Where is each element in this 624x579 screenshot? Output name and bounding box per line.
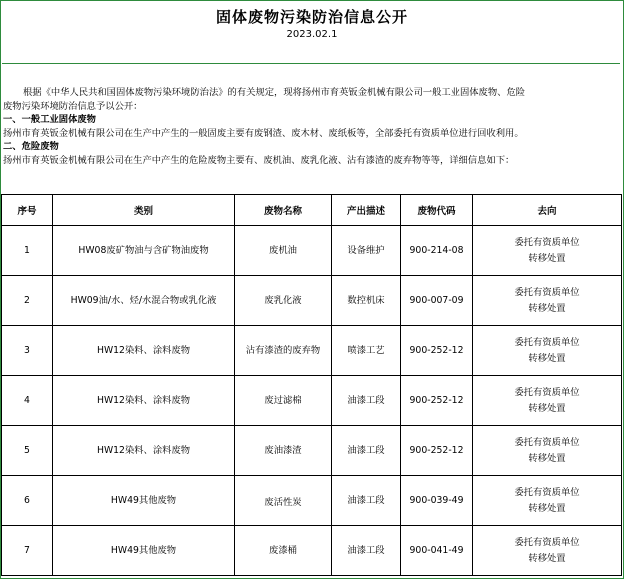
page-title: 固体废物污染防治信息公开: [215, 8, 408, 26]
cell-desc: 油漆工段: [332, 376, 401, 426]
cell-desc: 数控机床: [332, 276, 401, 326]
cell-category: HW49其他废物: [53, 526, 235, 576]
cell-code: 900-252-12: [401, 326, 473, 376]
table-row: [2, 326, 622, 376]
dest-line-1: 委托有资质单位: [514, 436, 580, 448]
cell-name: 废漆桶: [235, 526, 332, 576]
dest-line-2: 转移处置: [528, 352, 566, 364]
cell-desc: 油漆工段: [332, 476, 401, 526]
cell-no: 3: [2, 326, 53, 376]
cell-category: HW49其他废物: [53, 476, 235, 526]
cell-code: 900-252-12: [401, 426, 473, 476]
cell-category: HW09油/水、烃/水混合物或乳化液: [53, 276, 235, 326]
table-row: [2, 426, 622, 476]
cell-dest: [473, 476, 622, 526]
cell-name: 废活性炭: [235, 476, 332, 526]
cell-name: 废油漆渣: [235, 426, 332, 476]
header-name: 废物名称: [235, 195, 332, 226]
cell-no: 2: [2, 276, 53, 326]
dest-line-2: 转移处置: [528, 502, 566, 514]
cell-no: 1: [2, 226, 53, 276]
cell-desc: 油漆工段: [332, 426, 401, 476]
cell-code: 900-007-09: [401, 276, 473, 326]
cell-dest: [473, 376, 622, 426]
cell-dest: [473, 426, 622, 476]
header-dest: 去向: [473, 195, 622, 226]
table-row: [2, 226, 622, 276]
table-header-row: [2, 195, 622, 226]
section-heading-general: 一、一般工业固体废物: [3, 114, 96, 126]
cell-no: 7: [2, 526, 53, 576]
cell-no: 4: [2, 376, 53, 426]
dest-line-2: 转移处置: [528, 452, 566, 464]
header-no: 序号: [2, 195, 53, 226]
dest-line-1: 委托有资质单位: [514, 386, 580, 398]
dest-line-1: 委托有资质单位: [514, 486, 580, 498]
cell-name: 废乳化液: [235, 276, 332, 326]
cell-name: 废机油: [235, 226, 332, 276]
dest-line-2: 转移处置: [528, 302, 566, 314]
cell-desc: 油漆工段: [332, 526, 401, 576]
cell-code: 900-041-49: [401, 526, 473, 576]
title-divider: [2, 63, 620, 64]
header-category: 类别: [53, 195, 235, 226]
table-row: [2, 276, 622, 326]
header-code: 废物代码: [401, 195, 473, 226]
section-text-hazardous: 扬州市育英钣金机械有限公司在生产中产生的危险废物主要有、废机油、废乳化液、沾有漆渣的废弃物等等，详细信息如下：: [3, 154, 515, 166]
cell-category: HW12染料、涂料废物: [53, 376, 235, 426]
cell-category: HW12染料、涂料废物: [53, 326, 235, 376]
dest-line-1: 委托有资质单位: [514, 336, 580, 348]
cell-code: 900-039-49: [401, 476, 473, 526]
dest-line-2: 转移处置: [528, 552, 566, 564]
dest-line-1: 委托有资质单位: [514, 286, 580, 298]
cell-name: 废过滤棉: [235, 376, 332, 426]
section-heading-hazardous: 二、危险废物: [3, 141, 59, 153]
cell-dest: [473, 526, 622, 576]
intro-paragraph-cont: 废物污染环境防治信息予以公开：: [3, 100, 143, 112]
cell-desc: 设备维护: [332, 226, 401, 276]
cell-category: HW12染料、涂料废物: [53, 426, 235, 476]
hazardous-waste-table: [1, 194, 622, 576]
cell-no: 5: [2, 426, 53, 476]
publish-date: 2023.02.1: [286, 29, 338, 40]
header-desc: 产出描述: [332, 195, 401, 226]
table-row: [2, 476, 622, 526]
cell-dest: [473, 226, 622, 276]
dest-line-2: 转移处置: [528, 252, 566, 264]
cell-name: 沾有漆渣的废弃物: [235, 326, 332, 376]
dest-line-1: 委托有资质单位: [514, 536, 580, 548]
intro-block: [3, 86, 619, 168]
cell-desc: 喷漆工艺: [332, 326, 401, 376]
intro-paragraph: 根据《中华人民共和国固体废物污染环境防治法》的有关规定，现将扬州市育英钣金机械有限公司一般工业固体废物、危险: [23, 87, 526, 98]
cell-no: 6: [2, 476, 53, 526]
table-row: [2, 376, 622, 426]
cell-code: 900-214-08: [401, 226, 473, 276]
dest-line-2: 转移处置: [528, 402, 566, 414]
dest-line-1: 委托有资质单位: [514, 236, 580, 248]
table-row: [2, 526, 622, 576]
cell-dest: [473, 326, 622, 376]
section-text-general: 扬州市育英钣金机械有限公司在生产中产生的一般固废主要有废钢渣、废木材、废纸板等，全部委托有资质单位进行回收利用。: [3, 127, 524, 139]
cell-category: HW08废矿物油与含矿物油废物: [53, 226, 235, 276]
cell-code: 900-252-12: [401, 376, 473, 426]
cell-dest: [473, 276, 622, 326]
